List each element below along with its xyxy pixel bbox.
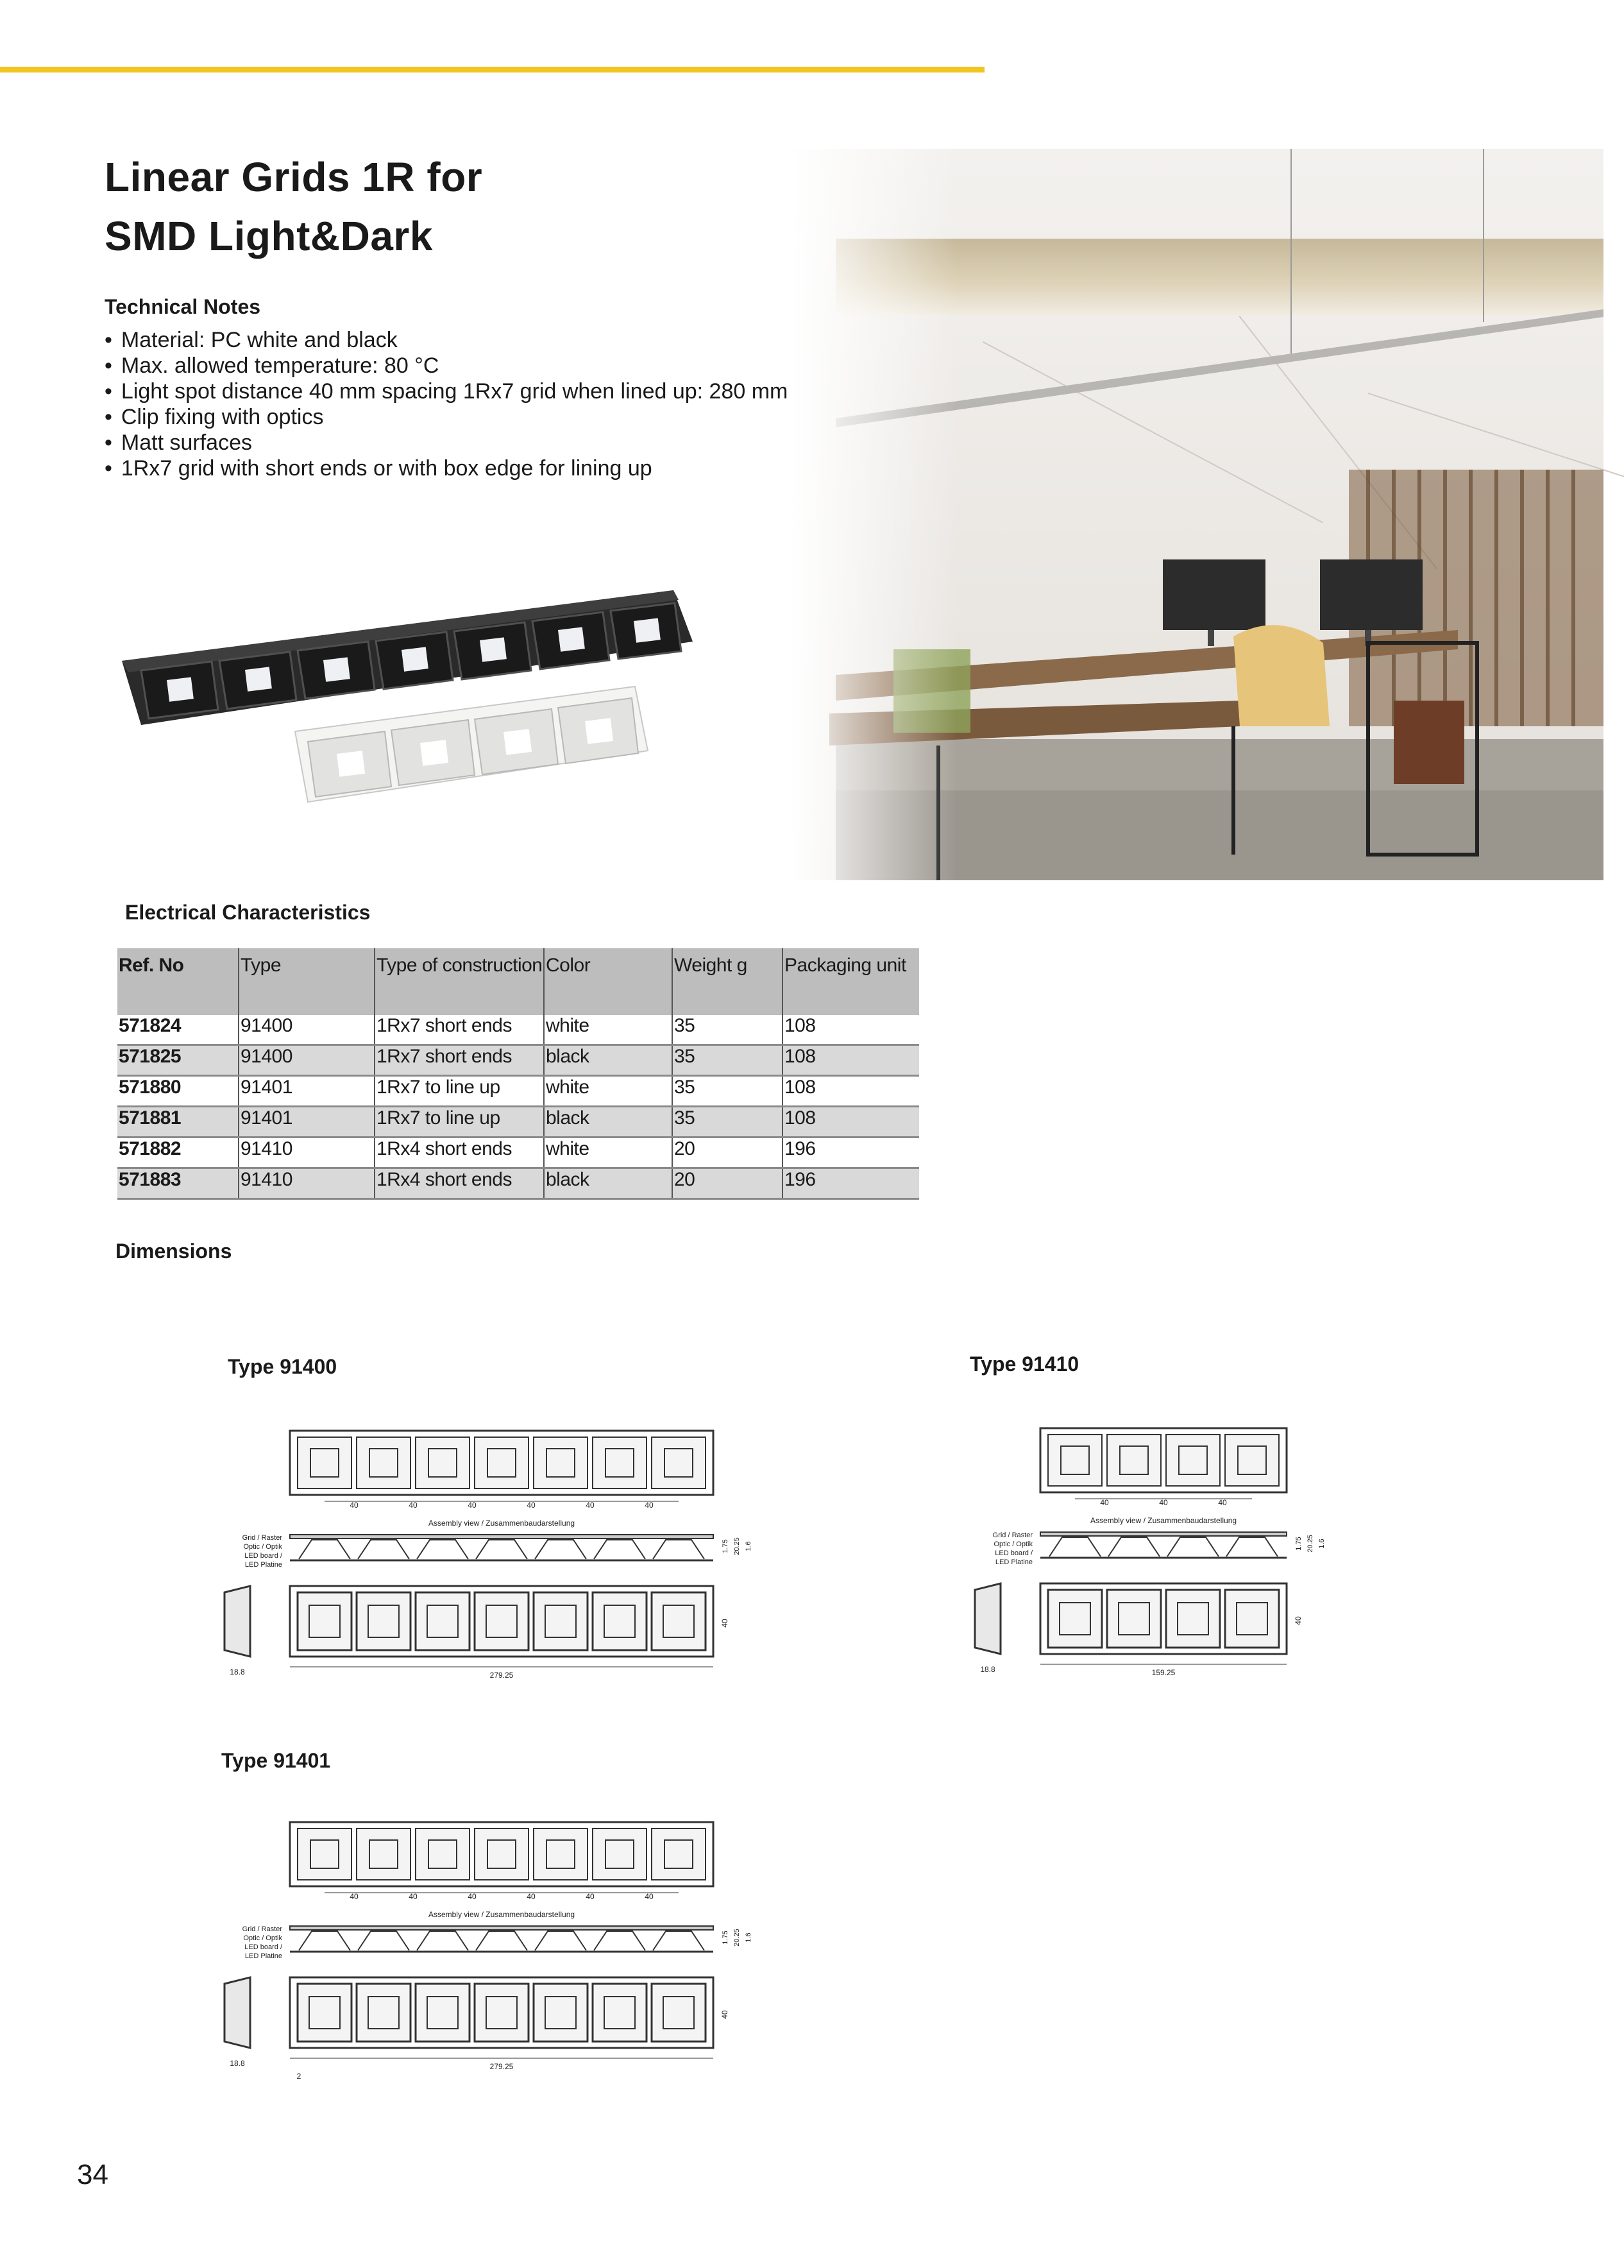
width-label: 40 — [720, 2010, 729, 2019]
width-label: 40 — [1294, 1616, 1303, 1625]
legend-label: Grid / Raster — [242, 1534, 282, 1542]
grid-cell-outer — [475, 1437, 529, 1488]
technical-notes-heading: Technical Notes — [105, 295, 261, 318]
optic-profile — [653, 1931, 704, 1950]
legend-label: LED board / — [995, 1549, 1033, 1557]
bottom-cell-outer — [1225, 1590, 1279, 1648]
end-width-label: 18.8 — [230, 2059, 245, 2068]
table-cell: 571881 — [117, 1107, 239, 1138]
table-row — [117, 1138, 919, 1168]
height-label: 20.25 — [1307, 1535, 1314, 1553]
legend-label: Optic / Optik — [994, 1540, 1033, 1548]
height-label: 1.6 — [745, 1932, 752, 1943]
spacing-label: 40 — [350, 1501, 359, 1510]
optic-profile — [653, 1540, 704, 1559]
spacing-label: 40 — [409, 1892, 418, 1901]
table-cell: 91401 — [239, 1076, 375, 1107]
table-cell: 35 — [672, 1107, 782, 1138]
legend-label: LED board / — [244, 1552, 282, 1560]
grid-cell-outer — [534, 1829, 588, 1880]
table-cell: 91401 — [239, 1107, 375, 1138]
electrical-heading: Electrical Characteristics — [125, 901, 371, 924]
optic-profile — [417, 1931, 468, 1950]
drawing-91400 — [212, 1424, 770, 1694]
technical-note: • 1Rx7 grid with short ends or with box edge for lining up — [105, 456, 788, 481]
optic-profile — [594, 1931, 645, 1950]
grid-cell-outer — [475, 1829, 529, 1880]
grid-cell-outer — [298, 1437, 351, 1488]
table-cell: 1Rx4 short ends — [375, 1168, 544, 1199]
bottom-cell-outer — [475, 1592, 529, 1650]
product-render — [122, 565, 699, 834]
legend-label: Grid / Raster — [242, 1925, 282, 1933]
grid-cell-outer — [1225, 1435, 1279, 1486]
end-profile — [224, 1586, 250, 1657]
height-label: 1.75 — [1295, 1537, 1303, 1551]
table-cell: black — [544, 1107, 672, 1138]
optic-profile — [476, 1931, 527, 1950]
bottom-cell-outer — [1107, 1590, 1161, 1648]
table-cell: white — [544, 1076, 672, 1107]
table-cell: 35 — [672, 1015, 782, 1045]
type-91400-label: Type 91400 — [228, 1355, 337, 1378]
grid-cell-outer — [593, 1829, 647, 1880]
spacing-label: 40 — [586, 1892, 595, 1901]
electrical-table — [117, 948, 919, 1200]
accent-bar — [0, 67, 985, 72]
column-header: Weight g — [672, 948, 782, 1015]
grid-cell-outer — [416, 1829, 469, 1880]
bottom-cell-outer — [298, 1984, 351, 2042]
table-row — [117, 1076, 919, 1107]
optic-profile — [299, 1931, 350, 1950]
drawing-91401 — [212, 1816, 770, 2085]
grid-cell-outer — [1107, 1435, 1161, 1486]
technical-note: • Clip fixing with optics — [105, 404, 788, 430]
table-cell: 1Rx7 to line up — [375, 1107, 544, 1138]
table-cell: black — [544, 1045, 672, 1076]
drawing-91410 — [962, 1422, 1326, 1677]
title-line-2: SMD Light&Dark — [105, 213, 433, 259]
technical-note: • Matt surfaces — [105, 430, 788, 456]
grid-cell-outer — [357, 1829, 410, 1880]
optic-profile — [358, 1540, 409, 1559]
led-board-profile — [290, 1926, 713, 1930]
spacing-label: 40 — [1159, 1498, 1168, 1507]
table-cell: 571824 — [117, 1015, 239, 1045]
height-label: 1.6 — [745, 1541, 752, 1551]
bottom-cell-outer — [298, 1592, 351, 1650]
column-header: Type of construction — [375, 948, 544, 1015]
table-cell: 1Rx7 short ends — [375, 1045, 544, 1076]
monitor-left — [1163, 559, 1265, 630]
technical-note: • Material: PC white and black — [105, 327, 788, 353]
office-photo — [791, 149, 1603, 880]
optic-profile — [1049, 1537, 1101, 1556]
grid-cell-outer — [652, 1437, 706, 1488]
assembly-caption: Assembly view / Zusammenbaudarstellung — [428, 1519, 575, 1528]
optic-profile — [1226, 1537, 1278, 1556]
column-header: Packaging unit — [782, 948, 919, 1015]
monitor-right — [1320, 559, 1423, 630]
optic-profile — [594, 1540, 645, 1559]
table-cell: 91400 — [239, 1015, 375, 1045]
table-row — [117, 1045, 919, 1076]
spacing-label: 40 — [350, 1892, 359, 1901]
table-cell: 108 — [782, 1015, 919, 1045]
bottom-cell-outer — [357, 1592, 410, 1650]
grid-cell-outer — [1048, 1435, 1102, 1486]
legend-label: Optic / Optik — [243, 1934, 282, 1942]
table-cell: 35 — [672, 1045, 782, 1076]
table-cell: 35 — [672, 1076, 782, 1107]
led-board-profile — [1040, 1532, 1287, 1536]
table-cell: 108 — [782, 1076, 919, 1107]
technical-note: • Light spot distance 40 mm spacing 1Rx7 grid when lined up: 280 mm — [105, 379, 788, 404]
bottom-cell-outer — [652, 1592, 706, 1650]
page-number: 34 — [77, 2159, 108, 2190]
column-header: Type — [239, 948, 375, 1015]
title-line-1: Linear Grids 1R for — [105, 154, 483, 200]
storage-box — [1394, 701, 1464, 784]
table-cell: 571825 — [117, 1045, 239, 1076]
table-cell: 571880 — [117, 1076, 239, 1107]
led-board-profile — [290, 1535, 713, 1539]
optic-profile — [1108, 1537, 1160, 1556]
bottom-cell-outer — [475, 1984, 529, 2042]
bottom-cell-outer — [534, 1592, 588, 1650]
optic-profile — [476, 1540, 527, 1559]
optic-profile — [417, 1540, 468, 1559]
dimensions-heading: Dimensions — [115, 1240, 232, 1263]
type-91401-label: Type 91401 — [221, 1749, 331, 1772]
grid-cell-outer — [416, 1437, 469, 1488]
end-width-label: 18.8 — [980, 1665, 995, 1674]
bottom-cell-outer — [534, 1984, 588, 2042]
grid-cell-outer — [1166, 1435, 1220, 1486]
legend-label: LED Platine — [995, 1558, 1033, 1566]
grid-cell-outer — [298, 1829, 351, 1880]
table-cell: 196 — [782, 1138, 919, 1168]
bottom-cell-outer — [357, 1984, 410, 2042]
end-profile — [224, 1977, 250, 2048]
grid-cell-outer — [357, 1437, 410, 1488]
column-header: Ref. No — [117, 948, 239, 1015]
offset-label: 2 — [296, 2072, 301, 2081]
table-header-row — [117, 948, 919, 1015]
table-cell: 91400 — [239, 1045, 375, 1076]
bottom-cell-outer — [416, 1592, 469, 1650]
table-cell: 108 — [782, 1107, 919, 1138]
total-length-label: 279.25 — [489, 1671, 514, 1680]
table-cell: 91410 — [239, 1138, 375, 1168]
optic-profile — [358, 1931, 409, 1950]
optic-profile — [535, 1931, 586, 1950]
height-label: 20.25 — [733, 1537, 741, 1555]
table-row — [117, 1015, 919, 1045]
spacing-label: 40 — [527, 1501, 536, 1510]
spacing-label: 40 — [468, 1892, 477, 1901]
table-cell: 20 — [672, 1138, 782, 1168]
height-label: 1.6 — [1318, 1539, 1326, 1549]
table-cell: 571882 — [117, 1138, 239, 1168]
table-cell: 1Rx7 to line up — [375, 1076, 544, 1107]
table-cell: 1Rx7 short ends — [375, 1015, 544, 1045]
table-cell: 1Rx4 short ends — [375, 1138, 544, 1168]
table-cell: 571883 — [117, 1168, 239, 1199]
legend-label: LED Platine — [244, 1561, 282, 1569]
table-cell: white — [544, 1015, 672, 1045]
grid-cell-outer — [534, 1437, 588, 1488]
height-label: 1.75 — [722, 1539, 729, 1553]
page-title — [105, 148, 482, 266]
assembly-caption: Assembly view / Zusammenbaudarstellung — [428, 1910, 575, 1919]
technical-notes-list — [105, 327, 788, 481]
legend-label: LED Platine — [244, 1952, 282, 1960]
end-width-label: 18.8 — [230, 1667, 245, 1676]
total-length-label: 159.25 — [1151, 1668, 1176, 1677]
legend-label: Optic / Optik — [243, 1543, 282, 1551]
bottom-cell-outer — [593, 1984, 647, 2042]
bottom-cell-outer — [1048, 1590, 1102, 1648]
table-cell: 20 — [672, 1168, 782, 1199]
bottom-cell-outer — [652, 1984, 706, 2042]
type-91410-label: Type 91410 — [970, 1352, 1079, 1376]
column-header: Color — [544, 948, 672, 1015]
end-profile — [975, 1583, 1001, 1654]
table-row — [117, 1107, 919, 1138]
table-cell: black — [544, 1168, 672, 1199]
spacing-label: 40 — [586, 1501, 595, 1510]
assembly-caption: Assembly view / Zusammenbaudarstellung — [1090, 1516, 1237, 1525]
table-cell: white — [544, 1138, 672, 1168]
spacing-label: 40 — [645, 1892, 654, 1901]
optic-profile — [535, 1540, 586, 1559]
photo-fade — [791, 149, 958, 880]
legend-label: LED board / — [244, 1943, 282, 1951]
spacing-label: 40 — [527, 1892, 536, 1901]
technical-note: • Max. allowed temperature: 80 °C — [105, 353, 788, 379]
height-label: 20.25 — [733, 1929, 741, 1947]
grid-cell-outer — [652, 1829, 706, 1880]
spacing-label: 40 — [1218, 1498, 1227, 1507]
optic-profile — [1167, 1537, 1219, 1556]
spacing-label: 40 — [409, 1501, 418, 1510]
grid-cell-outer — [593, 1437, 647, 1488]
table-row — [117, 1168, 919, 1199]
spacing-label: 40 — [645, 1501, 654, 1510]
table-cell: 196 — [782, 1168, 919, 1199]
optic-profile — [299, 1540, 350, 1559]
chair-yellow — [1233, 625, 1330, 726]
width-label: 40 — [720, 1619, 729, 1628]
bottom-cell-outer — [1166, 1590, 1220, 1648]
bottom-cell-outer — [593, 1592, 647, 1650]
bottom-cell-outer — [416, 1984, 469, 2042]
table-cell: 91410 — [239, 1168, 375, 1199]
legend-label: Grid / Raster — [992, 1531, 1033, 1539]
total-length-label: 279.25 — [489, 2062, 514, 2071]
table-cell: 108 — [782, 1045, 919, 1076]
spacing-label: 40 — [468, 1501, 477, 1510]
height-label: 1.75 — [722, 1931, 729, 1945]
spacing-label: 40 — [1100, 1498, 1109, 1507]
